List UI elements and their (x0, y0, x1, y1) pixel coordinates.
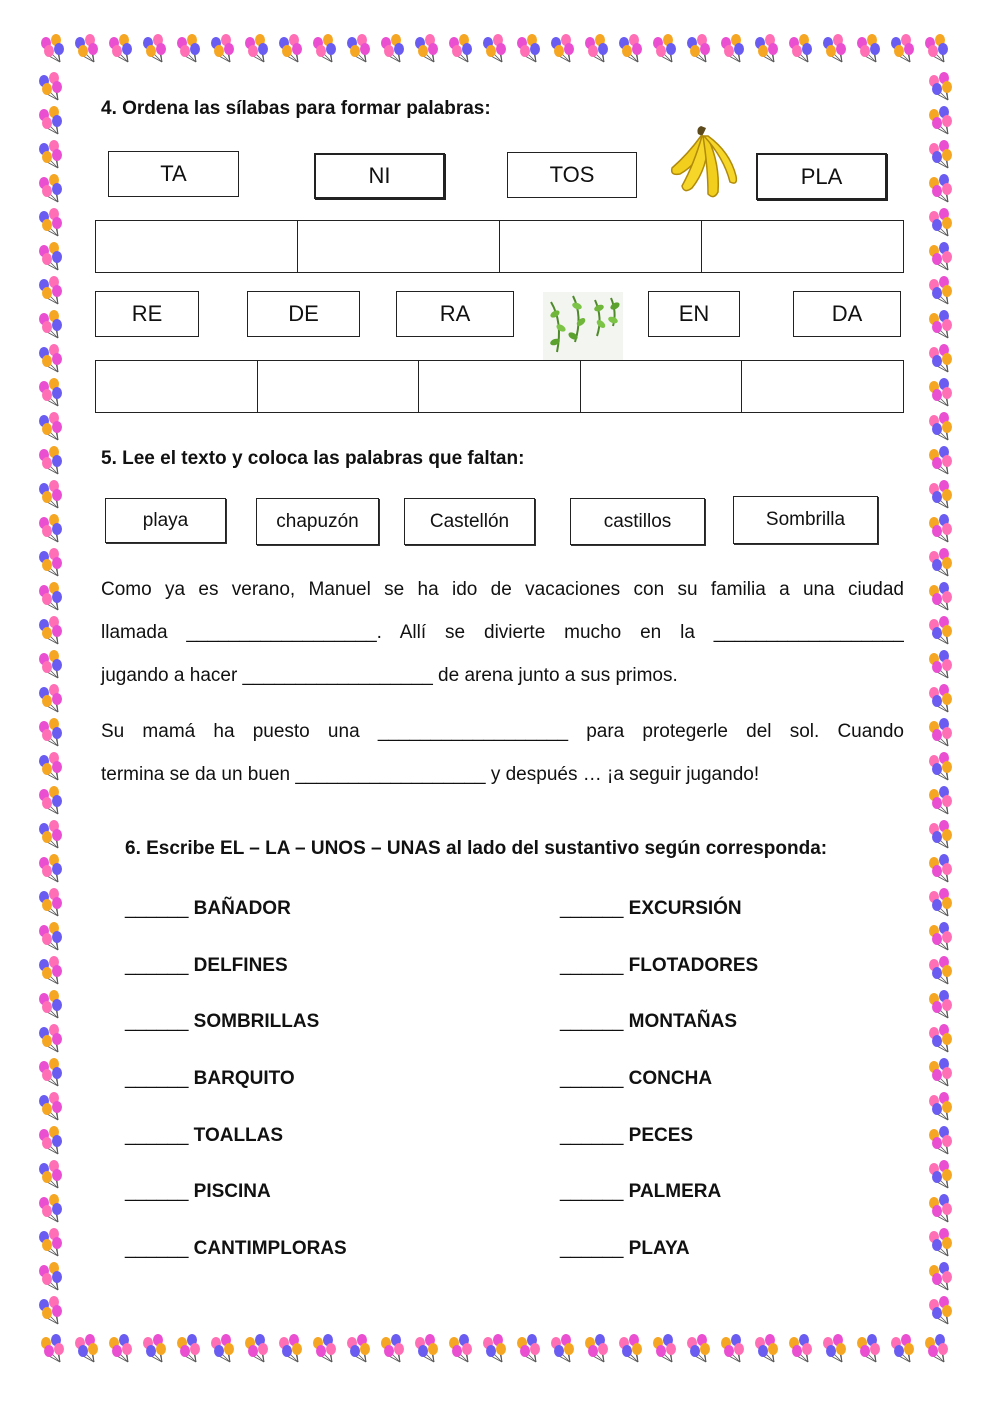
balloon-icon (929, 888, 952, 916)
balloon-icon (39, 1126, 62, 1154)
balloon-icon (929, 514, 952, 542)
noun-label: PLAYA (623, 1238, 690, 1259)
syllable-box: RA (396, 291, 514, 337)
balloon-icon (39, 1228, 62, 1256)
balloon-icon (41, 1334, 64, 1362)
balloon-icon (279, 34, 302, 62)
text-line: termina se da un buen __________________ y después … ¡a seguir jugando! (101, 764, 760, 785)
noun-label: FLOTADORES (623, 955, 759, 976)
answer-cell[interactable] (742, 361, 903, 412)
balloon-icon (929, 548, 952, 576)
article-blank[interactable]: ______ (560, 1125, 624, 1146)
answer-cell[interactable] (298, 221, 500, 272)
balloon-icon (75, 1334, 98, 1362)
balloon-icon (929, 242, 952, 270)
article-item (125, 955, 288, 977)
section-5-heading: 5. Lee el texto y coloca las palabras que faltan: (101, 448, 525, 469)
balloon-icon (929, 276, 952, 304)
balloon-icon (929, 1194, 952, 1222)
article-blank[interactable]: ______ (560, 898, 624, 919)
balloon-icon (109, 1334, 132, 1362)
article-blank[interactable]: ______ (125, 955, 189, 976)
balloon-icon (929, 616, 952, 644)
balloon-icon (39, 106, 62, 134)
balloon-icon (39, 1092, 62, 1120)
balloon-icon (381, 34, 404, 62)
answer-cell[interactable] (96, 361, 258, 412)
answer-cell[interactable] (500, 221, 702, 272)
balloon-icon (653, 34, 676, 62)
article-item (560, 1011, 737, 1033)
answer-grid-2 (95, 360, 904, 413)
article-item (560, 955, 758, 977)
balloon-icon (929, 310, 952, 338)
answer-cell[interactable] (258, 361, 420, 412)
balloon-icon (483, 34, 506, 62)
section-6-heading: 6. Escribe EL – LA – UNOS – UNAS al lado del sustantivo según corresponda: (125, 838, 828, 859)
balloon-icon (39, 1194, 62, 1222)
balloon-icon (653, 1334, 676, 1362)
balloon-icon (929, 106, 952, 134)
article-blank[interactable]: ______ (560, 1011, 624, 1032)
article-blank[interactable]: ______ (125, 1238, 189, 1259)
balloon-icon (39, 242, 62, 270)
balloon-icon (929, 1296, 952, 1324)
balloon-icon (39, 514, 62, 542)
balloon-icon (857, 1334, 880, 1362)
balloon-icon (313, 34, 336, 62)
section-4-heading: 4. Ordena las sílabas para formar palabras: (101, 98, 491, 119)
balloon-icon (39, 820, 62, 848)
balloon-icon (929, 1092, 952, 1120)
balloon-icon (415, 1334, 438, 1362)
balloon-icon (39, 1160, 62, 1188)
balloon-icon (39, 650, 62, 678)
balloon-icon (721, 34, 744, 62)
balloon-icon (109, 34, 132, 62)
balloon-icon (347, 34, 370, 62)
balloon-icon (929, 786, 952, 814)
balloon-icon (551, 34, 574, 62)
text-line: jugando a hacer __________________ de arena junto a sus primos. (101, 665, 678, 686)
article-blank[interactable]: ______ (125, 898, 189, 919)
noun-label: BAÑADOR (188, 898, 291, 919)
balloon-icon (789, 1334, 812, 1362)
balloon-icon (823, 1334, 846, 1362)
article-item (125, 1125, 283, 1147)
article-item (560, 1125, 693, 1147)
balloon-icon (39, 1058, 62, 1086)
banana-icon (668, 124, 740, 200)
balloon-icon (929, 1024, 952, 1052)
balloon-icon (449, 34, 472, 62)
balloon-icon (39, 1024, 62, 1052)
syllable-box: EN (648, 291, 740, 337)
balloon-icon (245, 34, 268, 62)
balloon-icon (585, 34, 608, 62)
noun-label: MONTAÑAS (623, 1011, 738, 1032)
balloon-icon (925, 1334, 948, 1362)
article-blank[interactable]: ______ (125, 1181, 189, 1202)
balloon-icon (39, 684, 62, 712)
balloon-icon (929, 412, 952, 440)
paragraph-1 (101, 568, 904, 697)
noun-label: CONCHA (623, 1068, 713, 1089)
syllable-box: TA (108, 151, 239, 197)
balloon-icon (929, 752, 952, 780)
paragraph-2 (101, 710, 904, 796)
balloon-icon (929, 718, 952, 746)
balloon-icon (39, 854, 62, 882)
balloon-icon (449, 1334, 472, 1362)
balloon-icon (245, 1334, 268, 1362)
word-bank-item: playa (105, 498, 226, 543)
article-blank[interactable]: ______ (560, 1238, 624, 1259)
text-line: llamada __________________. Allí se divierte mucho en la __________________ (101, 622, 904, 643)
syllable-box: TOS (507, 152, 637, 198)
balloon-icon (39, 446, 62, 474)
balloon-icon (929, 650, 952, 678)
balloon-icon (929, 956, 952, 984)
noun-label: DELFINES (188, 955, 288, 976)
article-blank[interactable]: ______ (560, 955, 624, 976)
text-line: Su mamá ha puesto una __________________ para protegerle del sol. Cuando (101, 721, 904, 742)
article-item (560, 1181, 721, 1203)
balloon-icon (755, 1334, 778, 1362)
balloon-icon (41, 34, 64, 62)
balloon-icon (211, 34, 234, 62)
balloon-icon (39, 174, 62, 202)
syllable-box: NI (314, 153, 445, 199)
balloon-icon (39, 956, 62, 984)
balloon-icon (39, 378, 62, 406)
article-blank[interactable]: ______ (125, 1011, 189, 1032)
balloon-icon (39, 786, 62, 814)
balloon-icon (177, 1334, 200, 1362)
noun-label: CANTIMPLORAS (188, 1238, 347, 1259)
answer-cell[interactable] (581, 361, 743, 412)
balloon-icon (755, 34, 778, 62)
balloon-icon (585, 1334, 608, 1362)
balloon-icon (39, 276, 62, 304)
balloon-icon (143, 34, 166, 62)
article-blank[interactable]: ______ (125, 1125, 189, 1146)
syllable-box: RE (95, 291, 199, 337)
balloon-icon (619, 34, 642, 62)
noun-label: PISCINA (188, 1181, 271, 1202)
balloon-icon (929, 820, 952, 848)
balloon-icon (39, 752, 62, 780)
balloon-icon (929, 854, 952, 882)
balloon-icon (857, 34, 880, 62)
answer-cell[interactable] (419, 361, 581, 412)
balloon-icon (929, 1228, 952, 1256)
balloon-icon (929, 1126, 952, 1154)
answer-cell[interactable] (702, 221, 903, 272)
balloon-icon (39, 1296, 62, 1324)
article-item (125, 1181, 271, 1203)
balloon-icon (415, 34, 438, 62)
syllable-box: DA (793, 291, 901, 337)
balloon-icon (381, 1334, 404, 1362)
balloon-icon (177, 34, 200, 62)
balloon-icon (517, 1334, 540, 1362)
syllable-box: PLA (756, 153, 887, 200)
balloon-icon (39, 310, 62, 338)
article-item (125, 1068, 295, 1090)
balloon-icon (721, 1334, 744, 1362)
balloon-icon (313, 1334, 336, 1362)
balloon-icon (347, 1334, 370, 1362)
balloon-icon (39, 888, 62, 916)
balloon-icon (929, 378, 952, 406)
article-item (125, 1238, 347, 1260)
article-item (560, 1238, 690, 1260)
balloon-icon (929, 72, 952, 100)
balloon-icon (687, 34, 710, 62)
balloon-icon (39, 140, 62, 168)
balloon-icon (929, 1058, 952, 1086)
balloon-icon (39, 922, 62, 950)
balloon-icon (39, 582, 62, 610)
balloon-icon (789, 34, 812, 62)
balloon-icon (39, 616, 62, 644)
balloon-icon (39, 548, 62, 576)
balloon-icon (929, 480, 952, 508)
balloon-icon (39, 718, 62, 746)
article-item (125, 898, 291, 920)
balloon-icon (75, 34, 98, 62)
article-item (125, 1011, 319, 1033)
balloon-icon (929, 446, 952, 474)
balloon-icon (929, 344, 952, 372)
balloon-icon (929, 1160, 952, 1188)
balloon-icon (891, 34, 914, 62)
balloon-icon (39, 72, 62, 100)
syllable-box: DE (247, 291, 360, 337)
balloon-icon (929, 208, 952, 236)
balloon-icon (279, 1334, 302, 1362)
text-line: Como ya es verano, Manuel se ha ido de vacaciones con su familia a una ciudad (101, 579, 904, 600)
balloon-icon (929, 922, 952, 950)
balloon-icon (823, 34, 846, 62)
balloon-icon (891, 1334, 914, 1362)
noun-label: EXCURSIÓN (623, 898, 742, 919)
balloon-icon (929, 140, 952, 168)
balloon-icon (929, 1262, 952, 1290)
balloon-icon (143, 1334, 166, 1362)
balloon-icon (517, 34, 540, 62)
balloon-icon (929, 684, 952, 712)
article-blank[interactable]: ______ (125, 1068, 189, 1089)
noun-label: PECES (623, 1125, 694, 1146)
balloon-icon (929, 990, 952, 1018)
balloon-icon (39, 480, 62, 508)
answer-cell[interactable] (96, 221, 298, 272)
balloon-icon (687, 1334, 710, 1362)
article-blank[interactable]: ______ (560, 1181, 624, 1202)
balloon-icon (39, 990, 62, 1018)
balloon-icon (39, 412, 62, 440)
balloon-icon (39, 1262, 62, 1290)
balloon-icon (925, 34, 948, 62)
vine-leaves-icon (543, 292, 623, 360)
word-bank-item: Sombrilla (733, 496, 878, 544)
noun-label: BARQUITO (188, 1068, 295, 1089)
balloon-icon (39, 208, 62, 236)
balloon-icon (929, 582, 952, 610)
article-blank[interactable]: ______ (560, 1068, 624, 1089)
balloon-icon (39, 344, 62, 372)
noun-label: SOMBRILLAS (188, 1011, 320, 1032)
word-bank-item: chapuzón (256, 498, 379, 545)
balloon-icon (211, 1334, 234, 1362)
article-item (560, 1068, 712, 1090)
word-bank-item: Castellón (404, 498, 535, 545)
balloon-icon (619, 1334, 642, 1362)
balloon-icon (483, 1334, 506, 1362)
article-item (560, 898, 742, 920)
balloon-icon (929, 174, 952, 202)
word-bank-item: castillos (570, 498, 705, 545)
balloon-icon (551, 1334, 574, 1362)
noun-label: PALMERA (623, 1181, 722, 1202)
answer-grid-1 (95, 220, 904, 273)
noun-label: TOALLAS (188, 1125, 284, 1146)
